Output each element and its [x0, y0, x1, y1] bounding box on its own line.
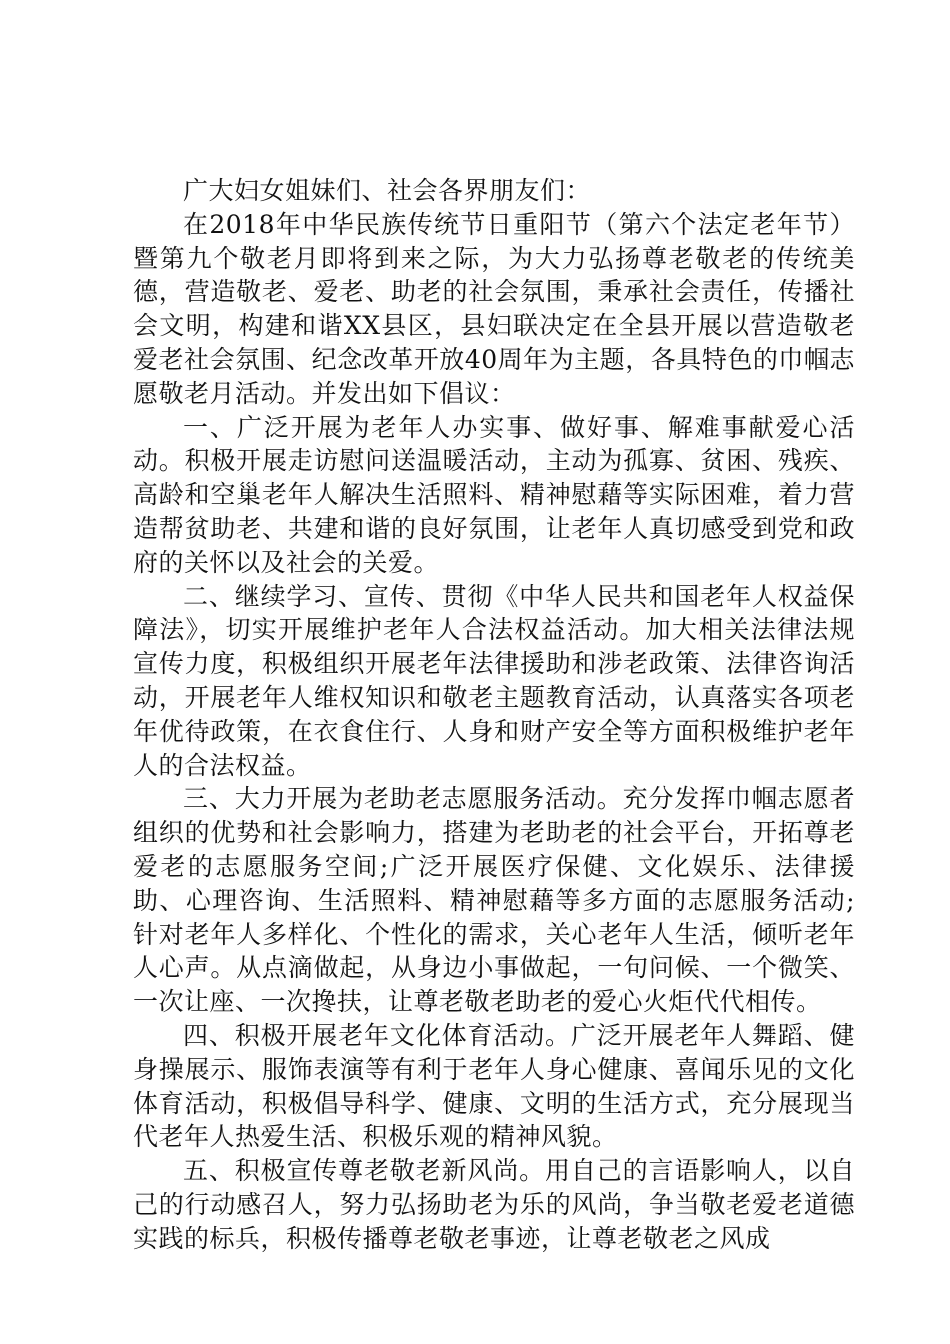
- document-body: [133, 174, 855, 1256]
- paragraph-item-1: 一、广泛开展为老年人办实事、做好事、解难事献爱心活动。积极开展走访慰问送温暖活动，主动为孤寡、贫困、残疾、高龄和空巢老年人解决生活照料、精神慰藉等实际困难，着力营造帮贫助老、共建和谐的良好氛围，让老年人真切感受到党和政府的关怀以及社会的关爱。: [133, 412, 855, 577]
- paragraph-item-3: 三、大力开展为老助老志愿服务活动。充分发挥巾帼志愿者组织的优势和社会影响力，搭建为老助老的社会平台，开拓尊老爱老的志愿服务空间;广泛开展医疗保健、文化娱乐、法律援助、心理咨询、生活照料、精神慰藉等多方面的志愿服务活动;针对老年人多样化、个性化的需求，关心老年人生活，倾听老年人心声。从点滴做起，从身边小事做起，一句问候、一个微笑、一次让座、一次搀扶，让尊老敬老助老的爱心火炬代代相传。: [133, 784, 855, 1017]
- paragraph-item-2: 二、继续学习、宣传、贯彻《中华人民共和国老年人权益保障法》，切实开展维护老年人合法权益活动。加大相关法律法规宣传力度，积极组织开展老年法律援助和涉老政策、法律咨询活动，开展老年人维权知识和敬老主题教育活动，认真落实各项老年优待政策，在衣食住行、人身和财产安全等方面积极维护老年人的合法权益。: [133, 581, 855, 780]
- paragraph-item-5: 五、积极宣传尊老敬老新风尚。用自己的言语影响人，以自己的行动感召人，努力弘扬助老为乐的风尚，争当敬老爱老道德实践的标兵，积极传播尊老敬老事迹，让尊老敬老之风成: [133, 1156, 855, 1253]
- paragraph-intro: 在2018年中华民族传统节日重阳节（第六个法定老年节）暨第九个敬老月即将到来之际，为大力弘扬尊老敬老的传统美德，营造敬老、爱老、助老的社会氛围，秉承社会责任，传播社会文明，构建和谐XX县区，县妇联决定在全县开展以营造敬老爱老社会氛围、纪念改革开放40周年为主题，各具特色的巾帼志愿敬老月活动。并发出如下倡议：: [133, 209, 855, 408]
- salutation: 广大妇女姐妹们、社会各界朋友们：: [183, 176, 592, 205]
- paragraph-item-4: 四、积极开展老年文化体育活动。广泛开展老年人舞蹈、健身操展示、服饰表演等有利于老年人身心健康、喜闻乐见的文化体育活动，积极倡导科学、健康、文明的生活方式，充分展现当代老年人热爱生活、积极乐观的精神风貌。: [133, 1020, 855, 1152]
